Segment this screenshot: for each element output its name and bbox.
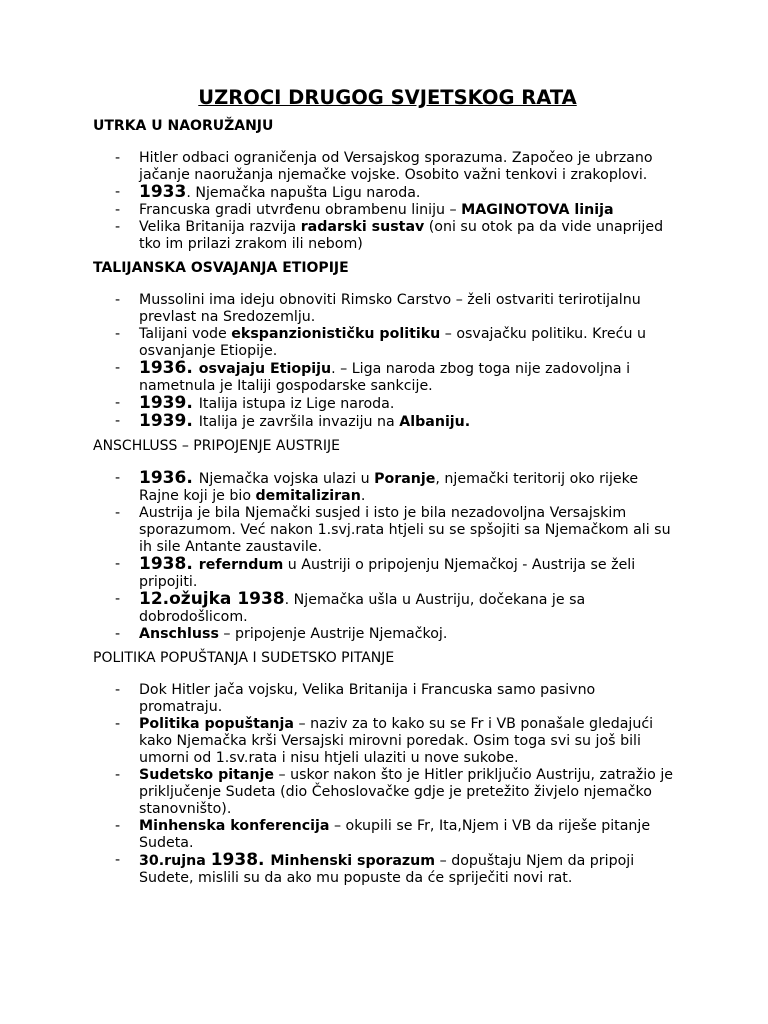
list-item	[93, 470, 678, 505]
section-1	[93, 118, 678, 253]
emphasis-text: Politika popuštanja	[139, 716, 294, 732]
list-item	[93, 626, 678, 643]
emphasis-text: 1936.	[139, 468, 199, 488]
emphasis-text: Minhenska konferencija	[139, 818, 330, 834]
emphasis-text: 1936.	[139, 358, 199, 378]
emphasis-text: Minhenski sporazum	[270, 853, 436, 869]
item-text: – uskor nakon što je Hitler priključio Austriju, zatražio je priključenje Sudeta (dio Čehoslovačke gdje je pretežito živjelo njemačko stanovništo).	[139, 767, 674, 817]
item-text: – dopuštaju Njem da pripoji Sudete, mislili su da ako mu popuste da će spriječiti novi rat.	[139, 853, 635, 886]
list-item	[93, 591, 678, 626]
item-text: u Austriji o pripojenju Njemačkoj - Austrija se želi pripojiti.	[139, 557, 636, 590]
list-item	[93, 184, 678, 202]
list-item	[93, 326, 678, 360]
emphasis-text: 1938.	[210, 850, 271, 870]
document-body	[93, 118, 678, 887]
item-text: – naziv za to kako su se Fr i VB ponašale gledajući kako Njemačka krši Versajski mirovni poredak. Osim toga svi su još bili umorni od 1.sv.rata i nisu htjeli ulaziti u nove sukobe.	[139, 716, 654, 766]
item-text: Hitler odbaci ograničenja od Versajskog sporazuma. Započeo je ubrzano jačanje naoružanja njemačke vojske. Osobito važni tenkovi i zrakoplovi.	[139, 150, 653, 183]
emphasis-text: radarski sustav	[300, 219, 425, 235]
emphasis-text: demitaliziran	[255, 488, 361, 504]
bullet-list	[93, 150, 678, 253]
emphasis-text: Anschluss	[139, 626, 219, 642]
section-4	[93, 650, 678, 887]
item-text: Dok Hitler jača vojsku, Velika Britanija i Francuska samo pasivno promatraju.	[139, 682, 596, 715]
item-text: . Njemačka napušta Ligu naroda.	[186, 185, 421, 201]
item-text: – osvajačku politiku. Kreću u osvanjanje Etiopije.	[139, 326, 646, 359]
emphasis-text: 1933	[139, 182, 187, 202]
list-item	[93, 767, 678, 818]
emphasis-text: osvajaju Etiopiju	[198, 361, 332, 377]
list-item	[93, 505, 678, 556]
list-item	[93, 818, 678, 852]
section-heading: UTRKA U NAORUŽANJU	[93, 118, 274, 134]
emphasis-text: 12.ožujka 1938	[139, 589, 285, 609]
section-heading: TALIJANSKA OSVAJANJA ETIOPIJE	[93, 260, 349, 276]
item-text: Njemačka vojska ulazi u	[198, 471, 375, 487]
emphasis-text: referndum	[198, 557, 284, 573]
list-item	[93, 556, 678, 591]
emphasis-text: MAGINOTOVA linija	[461, 202, 614, 218]
item-text: Francuska gradi utvrđenu obrambenu liniju –	[139, 202, 462, 218]
list-item	[93, 202, 678, 219]
list-item	[93, 360, 678, 395]
list-item	[93, 682, 678, 716]
item-text: Mussolini ima ideju obnoviti Rimsko Carstvo – želi ostvariti terirotijalnu prevlast na Sredozemlju.	[139, 292, 641, 325]
emphasis-text: 1939.	[139, 411, 199, 431]
section-2	[93, 260, 678, 431]
section-heading: POLITIKA POPUŠTANJA I SUDETSKO PITANJE	[93, 650, 395, 666]
list-item	[93, 292, 678, 326]
emphasis-text: Sudetsko pitanje	[139, 767, 275, 783]
item-text: – pripojenje Austrije Njemačkoj.	[218, 626, 448, 642]
item-text: Italija istupa iz Lige naroda.	[198, 396, 395, 412]
emphasis-text: ekspanzionističku politiku	[231, 326, 441, 342]
emphasis-text: 30.rujna	[139, 853, 211, 869]
emphasis-text: Poranje	[374, 471, 436, 487]
bullet-list	[93, 470, 678, 643]
bullet-list	[93, 292, 678, 431]
emphasis-text: 1938.	[139, 554, 199, 574]
item-text: (oni su otok pa da vide unaprijed tko im prilazi zrakom ili nebom)	[139, 219, 664, 252]
item-text: . Njemačka ušla u Austriju, dočekana je sa dobrodošlicom.	[139, 592, 586, 625]
list-item	[93, 852, 678, 887]
item-text: .	[360, 488, 366, 504]
section-3	[93, 438, 678, 643]
list-item	[93, 413, 678, 431]
item-text: Austrija je bila Njemački susjed i isto je bila nezadovoljna Versajskim sporazumom. Već nakon 1.svj.rata htjeli su se spšojiti sa Njemačkom ali su ih sile Antante zaustavile.	[139, 505, 671, 555]
bullet-list	[93, 682, 678, 887]
list-item	[93, 219, 678, 253]
emphasis-text: Albaniju.	[399, 414, 471, 430]
item-text: Velika Britanija razvija	[139, 219, 301, 235]
list-item	[93, 150, 678, 184]
document-title: UZROCI DRUGOG SVJETSKOG RATA	[198, 86, 577, 109]
section-heading: ANSCHLUSS – PRIPOJENJE AUSTRIJE	[93, 438, 340, 454]
emphasis-text: 1939.	[139, 393, 199, 413]
list-item	[93, 716, 678, 767]
item-text: Italija je završila invaziju na	[198, 414, 400, 430]
item-text: , njemački teritorij oko rijeke Rajne koji je bio	[139, 471, 639, 504]
item-text: Talijani vode	[139, 326, 232, 342]
item-text: – okupili se Fr, Ita,Njem i VB da riješe pitanje Sudeta.	[139, 818, 651, 851]
item-text: . – Liga naroda zbog toga nije zadovoljna i nametnula je Italiji gospodarske sankcije.	[139, 361, 631, 394]
